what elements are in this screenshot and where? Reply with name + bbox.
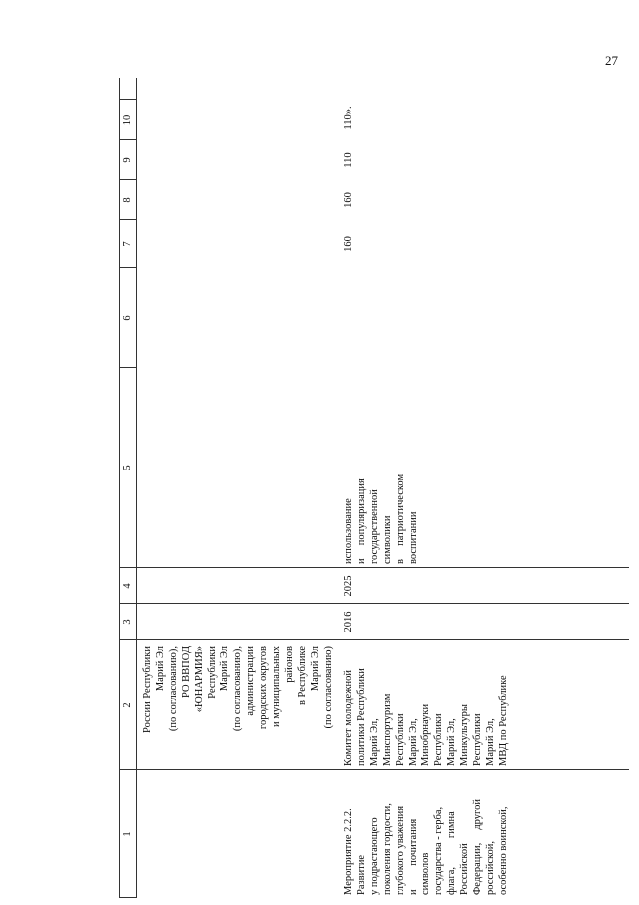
header-col-8: 8 — [122, 197, 133, 203]
row-cell-col8: 160 — [343, 192, 354, 208]
page-number: 27 — [605, 53, 618, 68]
row-cell-col9: 110 — [343, 152, 354, 168]
row-cell-col10: 110». — [343, 106, 354, 130]
row-cell-col2: Комитет молодежной политики Республики Марий Эл, Минспортуризм Республики Марий Эл, Минобрнауки Республики Марий Эл, Минкультуры Республики Марий Эл, МВД по Республике — [343, 668, 509, 766]
column-border — [119, 603, 629, 604]
row-cell-col1: Мероприятие 2.2.2. Развитие у подрастающего поколения гордости, глубокого уважения и почитания символов государства - герба, флага, гимна Российской Федерации, другой российской, особенно воинской, — [343, 799, 509, 895]
header-bottom-rule — [136, 78, 137, 898]
row-cell-col5: использование и популяризация государственной символики в патриотическом воспитании — [343, 473, 419, 564]
row-cell-col4: 2025 — [343, 575, 354, 597]
header-col-6: 6 — [122, 315, 133, 321]
header-col-3: 3 — [122, 619, 133, 625]
header-col-7: 7 — [122, 241, 133, 247]
rotated-table — [119, 78, 629, 898]
row-cell-col3: 2016 — [343, 611, 354, 633]
header-col-1: 1 — [122, 831, 133, 837]
column-border — [119, 567, 629, 568]
header-col-10: 10 — [122, 114, 133, 126]
column-border — [119, 639, 629, 640]
continuation-cell-col2: России Республики Марий Эл (по согласованию), РО ВВПОД «ЮНАРМИЯ» Республики Марий Эл (по согласованию), администрации городских округов и муниципальных районов в Республике Марий Эл (по согласованию) — [142, 646, 334, 733]
column-border — [119, 769, 629, 770]
header-col-5: 5 — [122, 465, 133, 471]
header-col-4: 4 — [122, 583, 133, 589]
row-cell-col7: 160 — [343, 236, 354, 252]
header-col-9: 9 — [122, 157, 133, 163]
header-col-2: 2 — [122, 702, 133, 708]
